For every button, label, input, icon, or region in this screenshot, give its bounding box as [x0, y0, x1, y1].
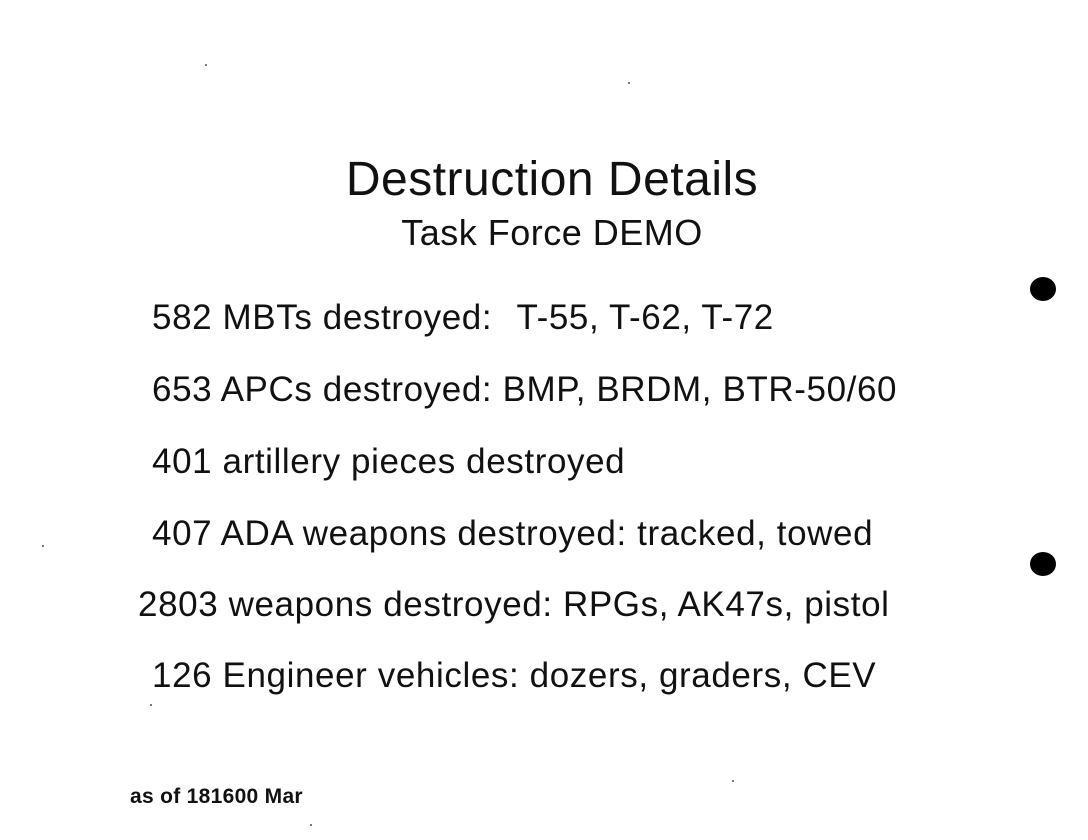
item-text: ADA weapons destroyed:	[220, 514, 627, 553]
list-item-ada-weapons	[152, 512, 873, 556]
item-text: APCs destroyed:	[220, 370, 493, 409]
item-text: MBTs destroyed:	[222, 298, 493, 337]
item-text: Engineer vehicles:	[222, 656, 520, 695]
item-detail: T-55, T-62, T-72	[516, 298, 774, 337]
list-item-mbts	[152, 296, 774, 340]
item-count: 126	[152, 656, 213, 695]
item-count: 407	[152, 514, 213, 553]
scan-speck	[205, 64, 207, 66]
page-title: Destruction Details	[345, 153, 759, 206]
scan-speck	[310, 824, 312, 826]
as-of-footnote: as of 181600 Mar	[130, 785, 303, 808]
item-count: 401	[152, 442, 213, 481]
punch-hole-bottom	[1030, 552, 1056, 576]
item-detail: tracked, towed	[637, 514, 874, 553]
list-item-artillery	[152, 440, 625, 484]
page-subtitle: Task Force DEMO	[401, 212, 703, 253]
item-count: 653	[152, 370, 213, 409]
item-detail: dozers, graders, CEV	[529, 656, 877, 695]
item-text: weapons destroyed:	[228, 585, 553, 624]
list-item-engineer-vehicles	[152, 654, 876, 698]
item-text: artillery pieces destroyed	[222, 442, 626, 481]
scan-speck	[150, 704, 152, 706]
item-detail: RPGs, AK47s, pistol	[562, 585, 890, 624]
scan-speck	[42, 545, 44, 547]
list-item-apcs	[152, 368, 897, 412]
item-detail: BMP, BRDM, BTR-50/60	[502, 370, 898, 409]
item-count: 2803	[138, 585, 219, 624]
punch-hole-top	[1030, 277, 1056, 301]
scan-speck	[732, 780, 734, 782]
scan-speck	[628, 82, 630, 84]
item-count: 582	[152, 298, 213, 337]
list-item-weapons	[138, 583, 890, 627]
